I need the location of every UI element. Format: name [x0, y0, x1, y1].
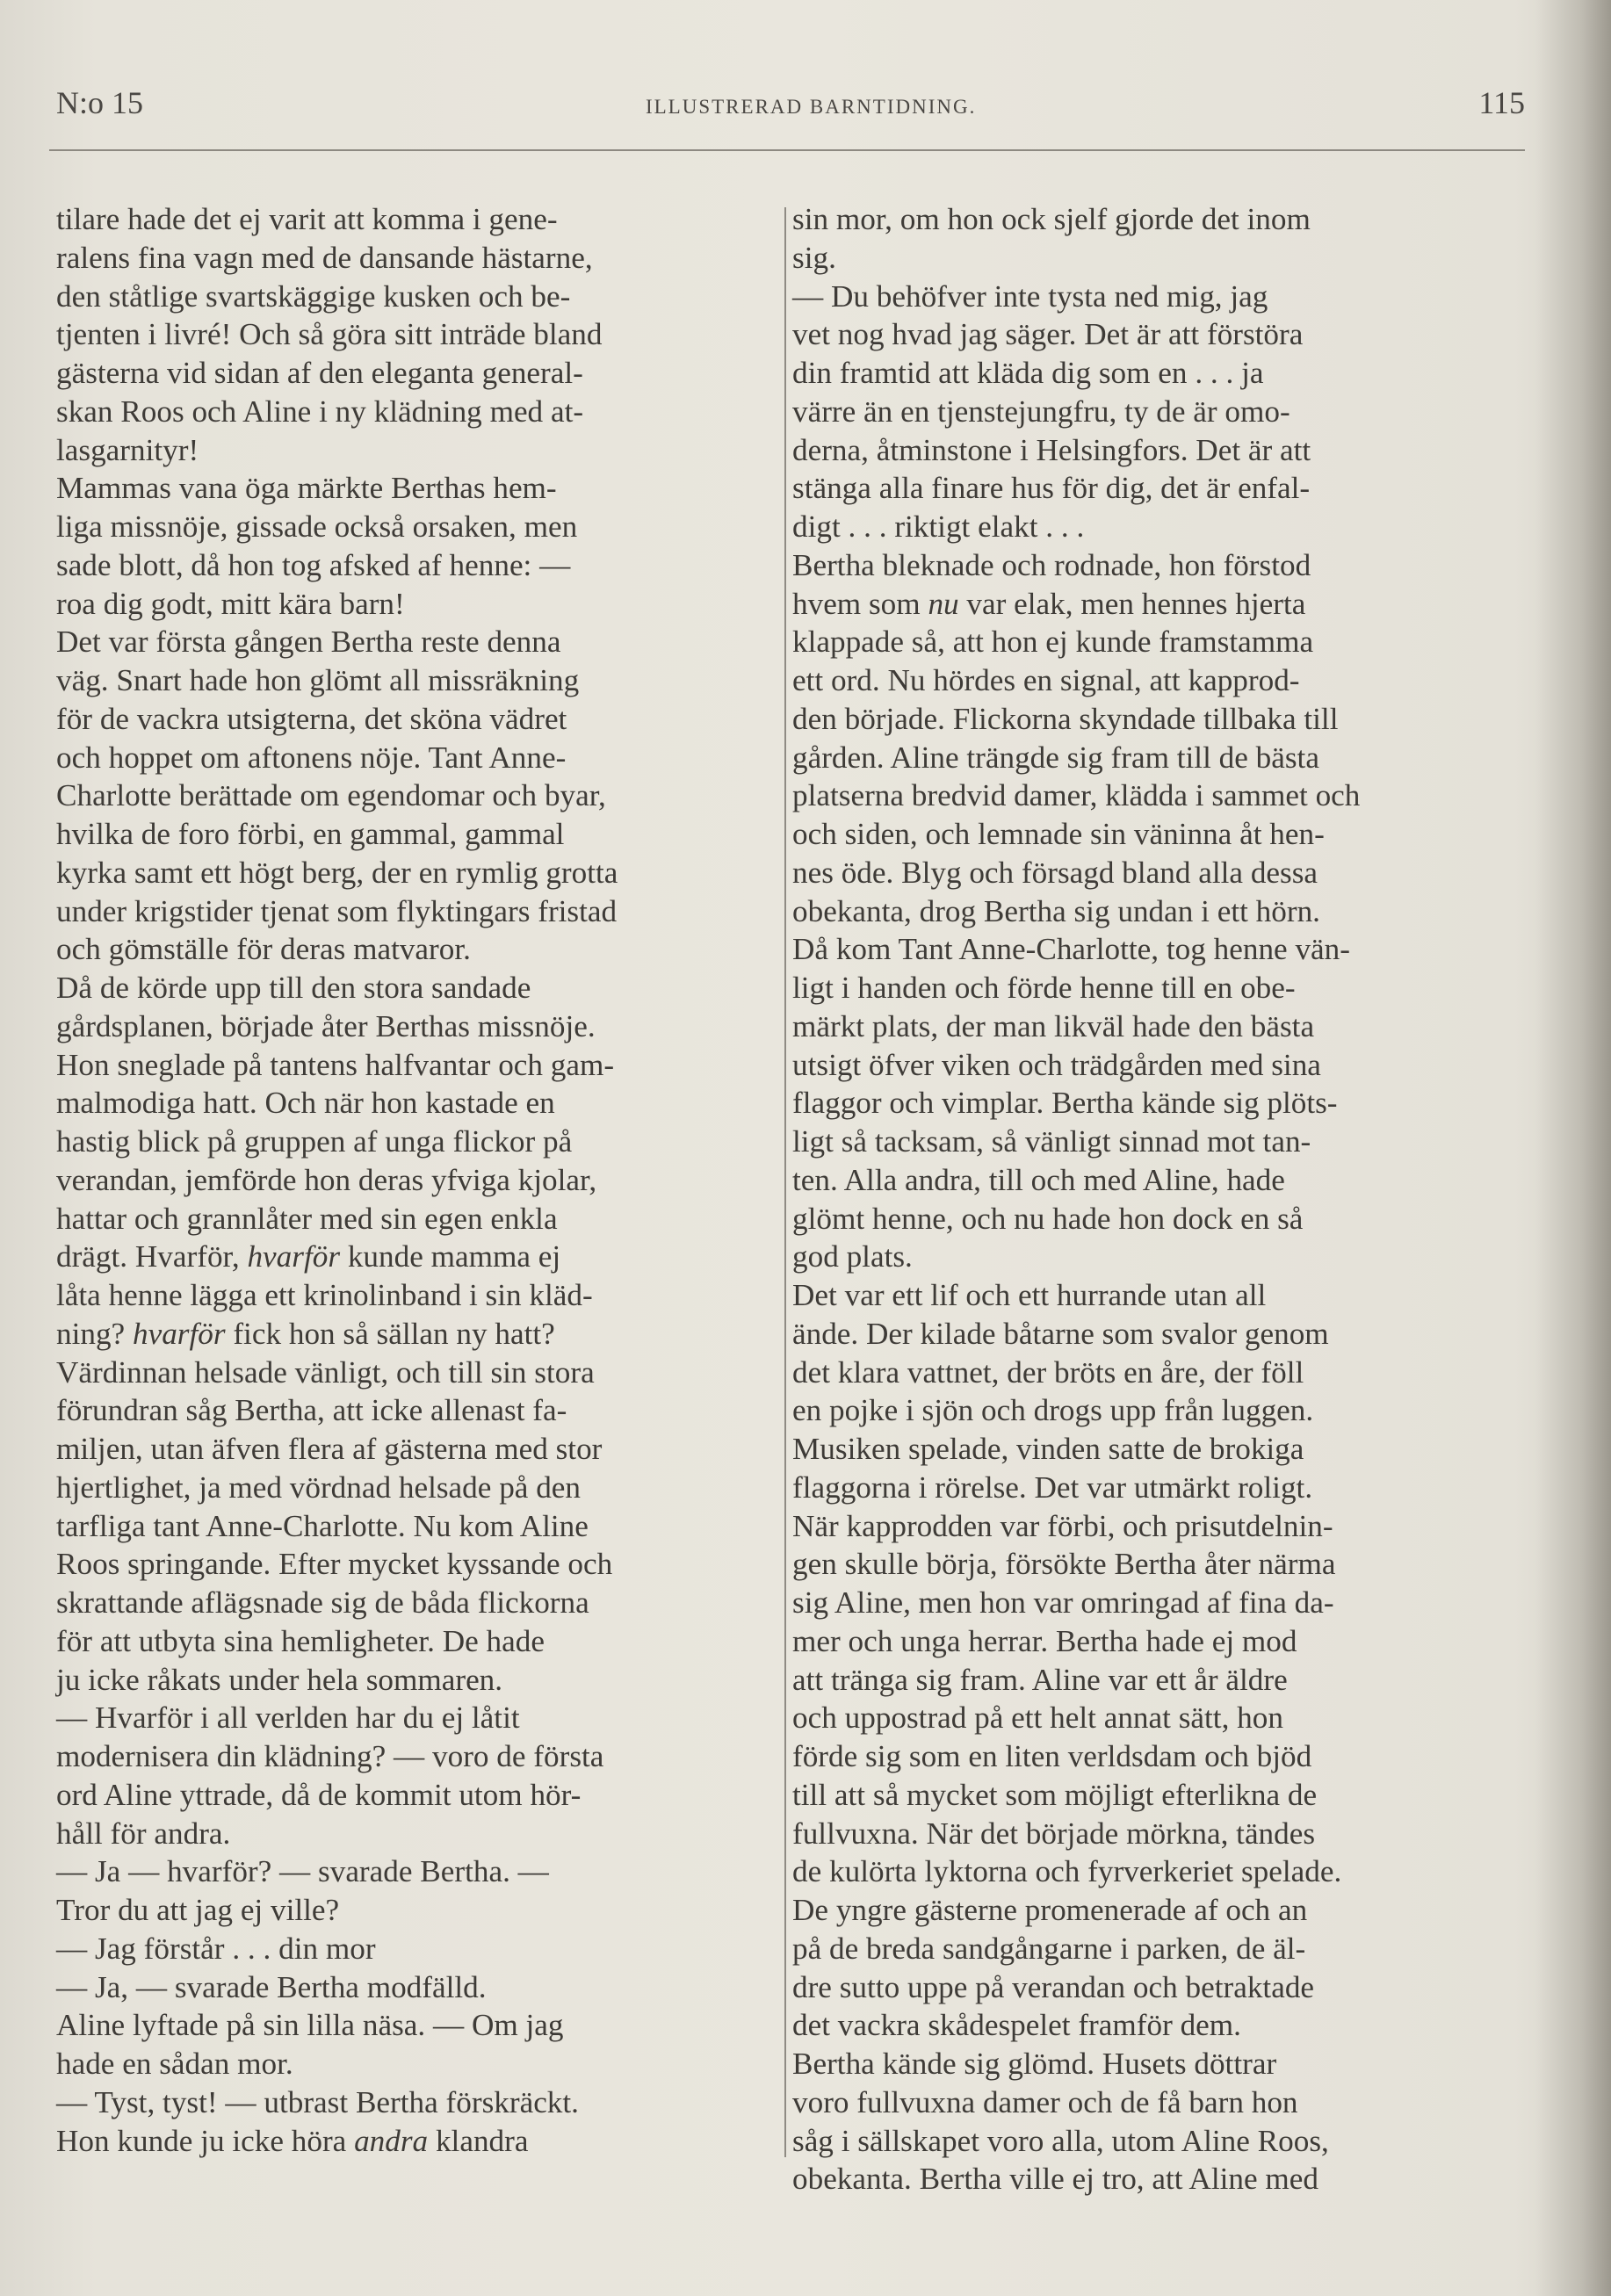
right-column	[792, 200, 1523, 2199]
left-column	[56, 200, 776, 2160]
paragraph: Bertha bleknade och rodnade, hon förstod hvem som nu var elak, men hennes hjerta klappade så, att hon ej kunde framstamma ett ord. Nu hördes en signal, att kapprod- den började. Flickorna skyndade tillbaka till gården. Aline trängde sig fram till de bästa platserna bredvid damer, klädda i sammet och och siden, och lemnade sin väninna åt hen- nes öde. Blyg och försagd bland alla dessa obekanta, drog Bertha sig undan i ett hörn. Då kom Tant Anne-Charlotte, tog henne vän- ligt i handen och förde henne till en obe- märkt plats, der man likväl hade den bästa utsigt öfver viken och trädgården med sina flaggor och vimplar. Bertha kände sig plöts- ligt så tacksam, så vänligt sinnad mot tan- ten. Alla andra, till och med Aline, hade glömt henne, och nu hade hon dock en så god plats.	[792, 547, 1361, 1274]
paragraph: Det var ett lif och ett hurrande utan all ände. Der kilade båtarne som svalor genom det klara vattnet, der bröts en åre, der föll en pojke i sjön och drogs upp från luggen. Musiken spelade, vinden satte de brokiga flaggorna i rörelse. Det var utmärkt roligt. När kapprodden var förbi, och prisutdelnin- gen skulle börja, försökte Bertha åter närma sig Aline, men hon var omringad af fina da- mer och unga herrar. Bertha hade ej mod att tränga sig fram. Aline var ett år äldre och uppostrad på ett helt annat sätt, hon förde sig som en liten verldsdam och bjöd till att så mycket som möjligt efterlikna de fullvuxna. När det började mörkna, tändes de kulörta lyktorna och fyrverkeriet spelade. De yngre gästerne promenerade af och an på de breda sandgångarne i parken, de äl- dre sutto uppe på verandan och betraktade det vackra skådespelet framför dem.	[792, 1278, 1342, 2043]
paragraph: Aline lyftade på sin lilla näsa. — Om jag hade en sådan mor.	[56, 2008, 564, 2081]
header-rule	[49, 149, 1525, 151]
paragraph: Bertha kände sig glömd. Husets döttrar voro fullvuxna damer och de få barn hon såg i sällskapet voro alla, utom Aline Roos, obekanta. Bertha ville ej tro, att Aline med	[792, 2047, 1329, 2197]
running-head	[56, 84, 1525, 132]
paragraph: — Ja — hvarför? — svarade Bertha. — Tror du att jag ej ville?	[56, 1854, 549, 1927]
paragraph: Det var första gången Bertha reste denna väg. Snart hade hon glömt all missräkning för de vackra utsigterna, det sköna vädret och hoppet om aftonens nöje. Tant Anne- Charlotte berättade om egendomar och byar, hvilka de foro förbi, en gammal, gammal kyrka samt ett högt berg, der en rymlig grotta under krigstider tjenat som flyktingars fristad och gömställe för deras matvaror.	[56, 625, 618, 967]
paragraph: sin mor, om hon ock sjelf gjorde det inom sig.	[792, 202, 1311, 275]
page-number: 115	[1478, 85, 1525, 120]
paragraph: — Hvarför i all verlden har du ej låtit modernisera din klädning? — voro de första ord Aline yttrade, då de kommit utom hör- håll för andra.	[56, 1700, 604, 1851]
paragraph: Värdinnan helsade vänligt, och till sin stora förundran såg Bertha, att icke allenast fa- miljen, utan äfven flera af gästerna med stor hjertlighet, ja med vördnad helsade på den tarfliga tant Anne-Charlotte. Nu kom Aline Roos springande. Efter mycket kyssande och skrattande aflägsnade sig de båda flickorna för att utbyta sina hemligheter. De hade ju icke råkats under hela sommaren.	[56, 1354, 613, 1697]
paragraph: tilare hade det ej varit att komma i gene- ralens fina vagn med de dansande hästarne, den ståtlige svartskäggige kusken och be- tjenten i livré! Och så göra sitt inträde bland gästerna vid sidan af den eleganta general- skan Roos och Aline i ny klädning med at- lasgarnityr!	[56, 202, 603, 467]
journal-title: ILLUSTRERAD BARNTIDNING.	[645, 96, 977, 118]
paragraph: — Tyst, tyst! — utbrast Bertha förskräckt. Hon kunde ju icke höra andra klandra	[56, 2084, 579, 2158]
paragraph: Mammas vana öga märkte Berthas hem- liga missnöje, gissade också orsaken, men sade blott, då hon tog afsked af henne: — roa dig godt, mitt kära barn!	[56, 471, 578, 621]
paragraph: — Jag förstår . . . din mor	[56, 1931, 376, 1966]
paragraph: Då de körde upp till den stora sandade gårdsplanen, började åter Berthas missnöje. Hon sneglade på tantens halfvantar och gam- malmodiga hatt. Och när hon kastade en hastig blick på gruppen af unga flickor på verandan, jemförde hon deras yfviga kjolar, hattar och grannlåter med sin egen enkla drägt. Hvarför, hvarför kunde mamma ej låta henne lägga ett krinolinband i sin kläd- ning? hvarför fick hon så sällan ny hatt?	[56, 971, 615, 1351]
page-edge-shadow	[1535, 0, 1611, 2296]
issue-number: N:o 15	[56, 85, 143, 120]
column-divider	[784, 207, 786, 2157]
paragraph: — Ja, — svarade Bertha modfälld.	[56, 1969, 487, 2004]
paragraph: — Du behöfver inte tysta ned mig, jag vet nog hvad jag säger. Det är att förstöra din framtid att kläda dig som en . . . ja värre än en tjenstejungfru, ty de är omo- derna, åtminstone i Helsingfors. Det är att stänga alla finare hus för dig, det är enfal- digt . . . riktigt elakt . . .	[792, 278, 1311, 544]
